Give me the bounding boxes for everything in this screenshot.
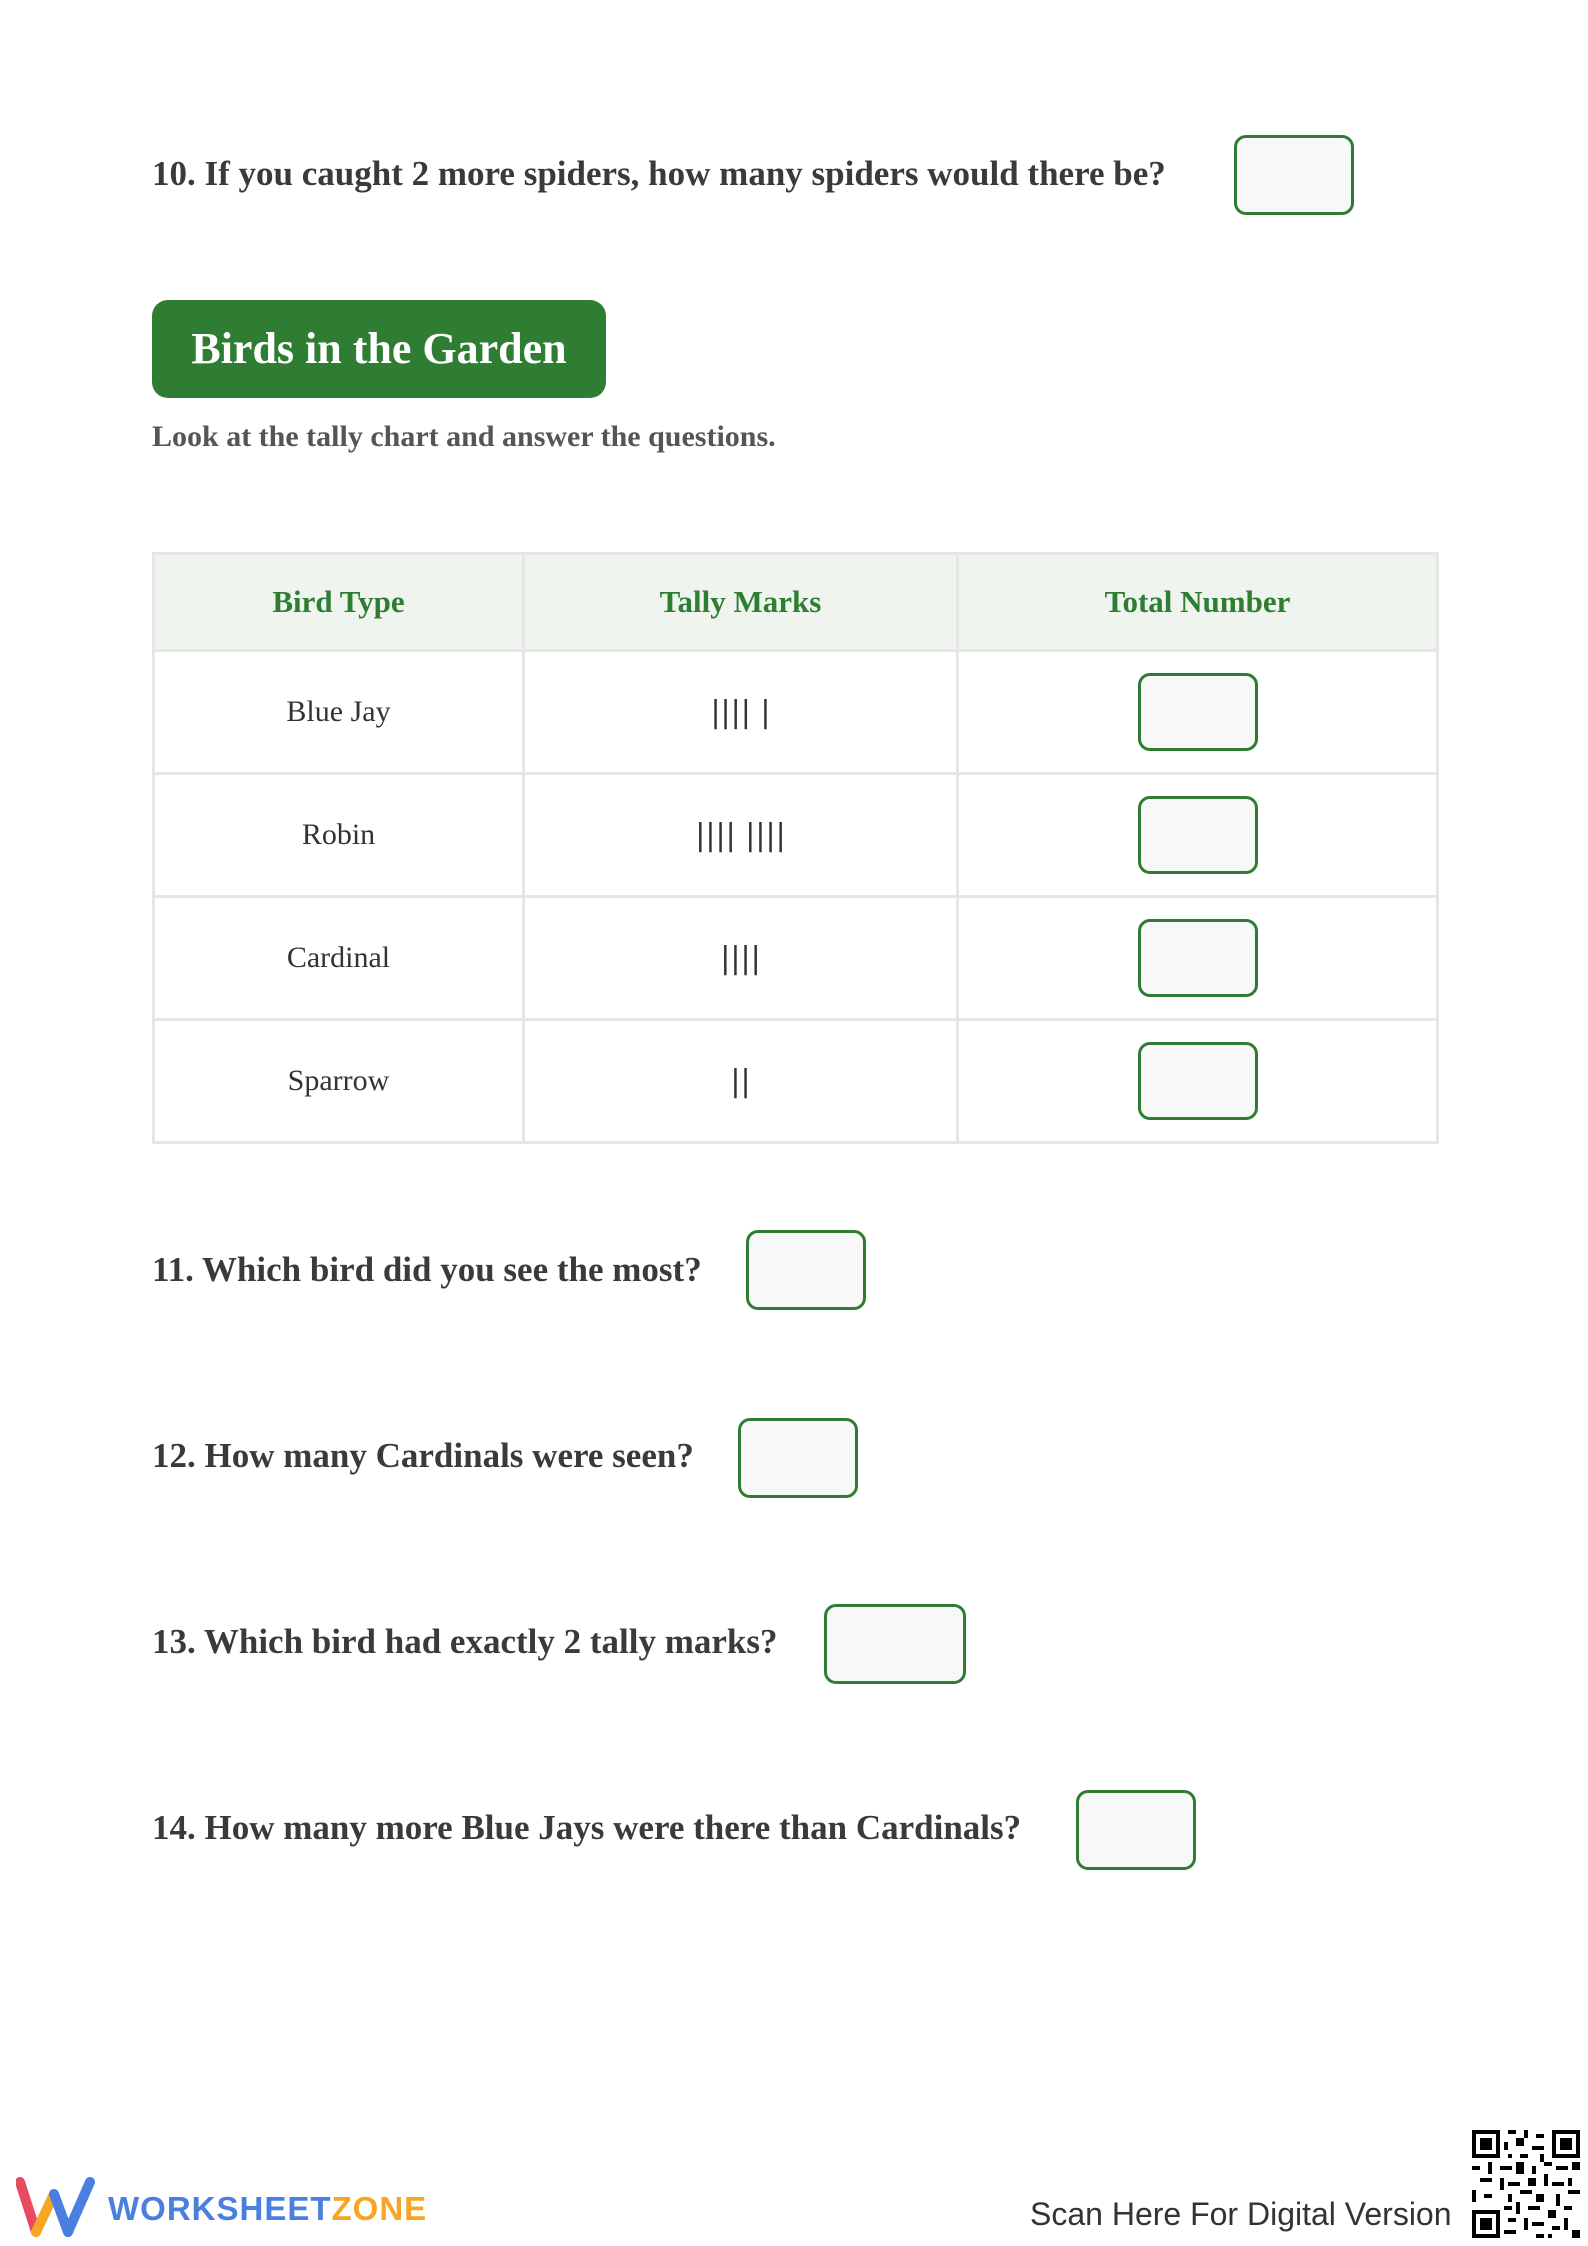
total-input-box[interactable] [1138, 1042, 1258, 1120]
brand-part-2: ZONE [331, 2190, 428, 2227]
question-14: 14. How many more Blue Jays were there than Cardinals? [152, 1808, 1022, 1847]
instructions: Look at the tally chart and answer the questions. [152, 420, 776, 453]
answer-box-12[interactable] [738, 1418, 858, 1498]
answer-box-11[interactable] [746, 1230, 866, 1310]
answer-box-13[interactable] [824, 1604, 966, 1684]
total-cell [958, 774, 1438, 897]
total-cell [958, 1020, 1438, 1143]
total-input-box[interactable] [1138, 919, 1258, 997]
question-11: 11. Which bird did you see the most? [152, 1250, 702, 1289]
table-row [154, 897, 1438, 1020]
brand-part-1: WORKSHEET [108, 2190, 332, 2227]
header-bird-type: Bird Type [154, 554, 524, 651]
question-10: 10. If you caught 2 more spiders, how many spiders would there be? [152, 154, 1166, 193]
bird-name: Cardinal [154, 897, 524, 1020]
answer-box-14[interactable] [1076, 1790, 1196, 1870]
worksheetzone-logo-icon [16, 2176, 98, 2238]
total-cell [958, 651, 1438, 774]
tally-table [152, 552, 1439, 1144]
header-tally-marks: Tally Marks [524, 554, 958, 651]
bird-name: Robin [154, 774, 524, 897]
section-title: Birds in the Garden [152, 300, 606, 398]
footer-brand [108, 2190, 427, 2228]
total-cell [958, 897, 1438, 1020]
total-input-box[interactable] [1138, 796, 1258, 874]
table-row [154, 774, 1438, 897]
tally-marks: |||| |||| [524, 774, 958, 897]
total-input-box[interactable] [1138, 673, 1258, 751]
table-row [154, 651, 1438, 774]
scan-caption: Scan Here For Digital Version [1030, 2196, 1452, 2232]
question-12: 12. How many Cardinals were seen? [152, 1436, 694, 1475]
tally-marks: |||| | [524, 651, 958, 774]
question-13: 13. Which bird had exactly 2 tally marks? [152, 1622, 778, 1661]
tally-marks: || [524, 1020, 958, 1143]
qr-code-icon[interactable] [1472, 2130, 1580, 2238]
tally-marks: |||| [524, 897, 958, 1020]
bird-name: Blue Jay [154, 651, 524, 774]
table-row [154, 1020, 1438, 1143]
bird-name: Sparrow [154, 1020, 524, 1143]
answer-box-10[interactable] [1234, 135, 1354, 215]
table-header-row [154, 554, 1438, 651]
header-total-number: Total Number [958, 554, 1438, 651]
